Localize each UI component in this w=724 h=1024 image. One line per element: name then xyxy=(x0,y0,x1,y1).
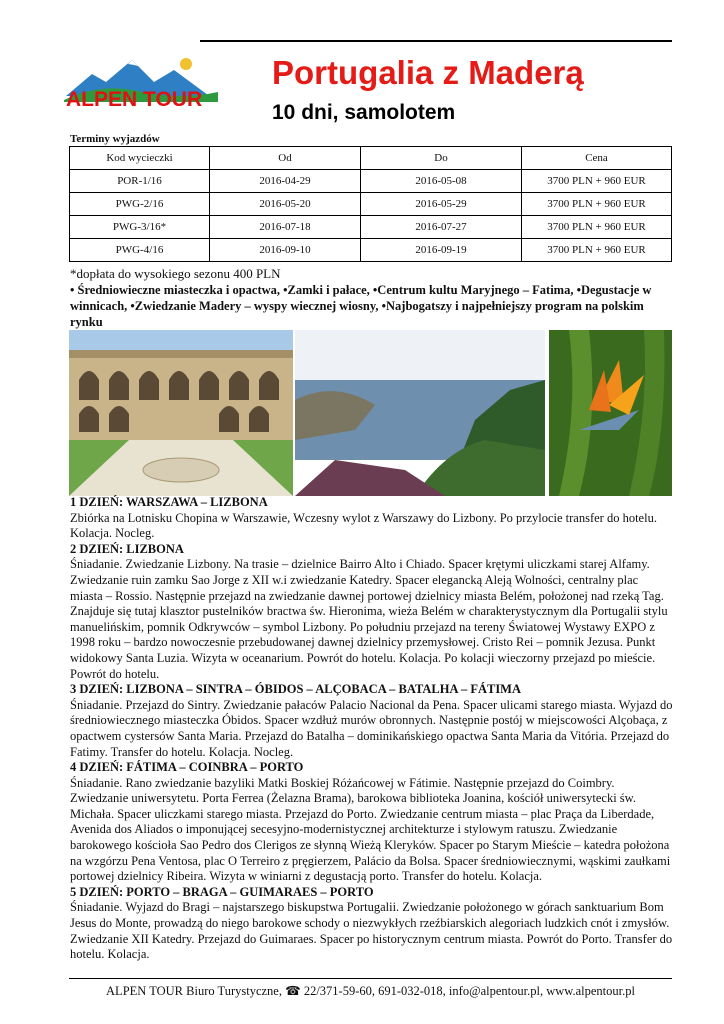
day-title: 1 DZIEŃ: WARSZAWA – LIZBONA xyxy=(70,495,268,509)
column-header-code: Kod wycieczki xyxy=(70,147,210,170)
table-header-row xyxy=(70,147,672,170)
cell-from: 2016-04-29 xyxy=(210,170,361,193)
table-row xyxy=(70,216,672,239)
cell-from: 2016-09-10 xyxy=(210,239,361,262)
cell-from: 2016-05-20 xyxy=(210,193,361,216)
monastery-cloister-photo xyxy=(69,330,293,496)
footer-contact: 22/371-59-60, 691-032-018, info@alpentour.pl, www.alpentour.pl xyxy=(303,984,635,998)
day-section xyxy=(70,682,673,760)
season-surcharge-note: *dopłata do wysokiego sezonu 400 PLN xyxy=(70,266,281,281)
footer-agency: ALPEN TOUR Biuro Turystyczne, xyxy=(106,984,282,998)
table-row xyxy=(70,239,672,262)
day-description: Śniadanie. Wyjazd do Bragi – najstarszego biskupstwa Portugalii. Zwiedzanie położonego w górach sanktuarium Bom Jesus do Monte, prowadzą do niego barokowe schody o niezwykłych rzeźbiarskich alegoriach ludzkich cnót i zmysłów. Zwiedzanie XII Katedry. Przejazd do Guimaraes. Spacer po historycznym centrum miasta. Powrót do Porto. Transfer do hotelu. Kolacja. xyxy=(70,900,673,962)
table-row xyxy=(70,193,672,216)
cell-code: PWG-3/16* xyxy=(70,216,210,239)
column-header-to: Do xyxy=(361,147,522,170)
logo-text: ALPEN TOUR xyxy=(66,88,203,111)
table-row xyxy=(70,170,672,193)
cell-to: 2016-05-29 xyxy=(361,193,522,216)
header-rule xyxy=(200,40,672,42)
column-header-from: Od xyxy=(210,147,361,170)
cell-price: 3700 PLN + 960 EUR xyxy=(522,239,672,262)
cell-price: 3700 PLN + 960 EUR xyxy=(522,193,672,216)
day-title: 3 DZIEŃ: LIZBONA – SINTRA – ÓBIDOS – ALÇOBACA – BATALHA – FÁTIMA xyxy=(70,682,522,697)
cell-to: 2016-05-08 xyxy=(361,170,522,193)
cell-code: PWG-4/16 xyxy=(70,239,210,262)
footer-rule xyxy=(69,978,672,979)
day-description: Śniadanie. Zwiedzanie Lizbony. Na trasie – dzielnice Bairro Alto i Chiado. Spacer krętymi uliczkami starej Alfamy. Zwiedzanie ruin zamku Sao Jorge z XII w.i zwiedzanie Katedry. Spacer elegancką Aleją Wolności, centralny plac miasta – Rossio. Następnie przejazd na zwiedzanie dawnej portowej dzielnicy miasta Belém, położonej nad rzeką Tag. Znajduje się tutaj klasztor pustelników bractwa św. Hieronima, wieża Belém w charakterystycznym dla Portugalii stylu manuelińskim, pomnik Odkrywców – symbol Lizbony. Po południu przejazd na tereny Światowej Wystawy EXPO z 1998 roku – bardzo nowoczesnie przebudowanej dawnej dzielnicy przemysłowej. Cristo Rei – pomnik Jezusa. Punkt widokowy Santa Luzia. Wizyta w oceanarium. Powrót do hotelu. Kolacja. Po kolacji wieczorny przejazd po mieście. Powrót do hotelu. xyxy=(70,557,668,681)
day-description: Śniadanie. Rano zwiedzanie bazyliki Matki Boskiej Różańcowej w Fátimie. Następnie przejazd do Coimbry. Zwiedzanie uniwersytetu. Porta Ferrea (Żelazna Brama), barokowa biblioteka Joanina, kościół uniwersytecki św. Michała. Spacer uliczkami starego miasta. Przejazd do Porto. Zwiedzanie centrum miasta – plac Praça da Liberdade, Avenida dos Aliados o imponującej secesyjno-modernistycznej architekturze i stylowym ratuszu. Zwiedzanie barokowego kościoła Sao Pedro dos Clerigos ze słynną Wieżą Kleryków. Spacer po Starym Mieście – katedra położona na wzgórzu Pena Ventosa, plac O Terreiro z pręgierzem, Palácio da Bolsa. Spacer średniowiecznymi, wąskimi zaułkami portowej dzielnicy Ribeira. Wizyta w winiarni z degustacją porto. Transfer do hotelu. Kolacja. xyxy=(70,775,671,884)
cell-price: 3700 PLN + 960 EUR xyxy=(522,170,672,193)
day-section xyxy=(70,760,673,885)
column-header-price: Cena xyxy=(522,147,672,170)
cell-from: 2016-07-18 xyxy=(210,216,361,239)
terms-label: Terminy wyjazdów xyxy=(70,133,160,145)
cell-code: PWG-2/16 xyxy=(70,193,210,216)
day-description: Zbiórka na Lotnisku Chopina w Warszawie, Wczesny wylot z Warszawy do Lizbony. Po przylocie transfer do hotelu. Kolacja. Nocleg. xyxy=(70,510,657,541)
day-title: 2 DZIEŃ: LIZBONA xyxy=(70,541,184,556)
cell-code: POR-1/16 xyxy=(70,170,210,193)
itinerary xyxy=(70,495,673,963)
day-section xyxy=(70,885,673,963)
photo-strip xyxy=(69,330,672,496)
cell-price: 3700 PLN + 960 EUR xyxy=(522,216,672,239)
day-title: 5 DZIEŃ: PORTO – BRAGA – GUIMARAES – PORTO xyxy=(70,884,374,899)
day-title: 4 DZIEŃ: FÁTIMA – COINBRA – PORTO xyxy=(70,760,304,775)
footer xyxy=(69,983,672,999)
phone-icon: ☎ xyxy=(285,984,301,998)
cell-to: 2016-09-19 xyxy=(361,239,522,262)
madeira-coast-photo xyxy=(295,330,545,496)
terms-table xyxy=(69,146,672,262)
bird-of-paradise-flower-photo xyxy=(549,330,672,496)
day-section xyxy=(70,495,673,542)
page-subtitle: 10 dni, samolotem xyxy=(272,101,456,124)
day-description: Śniadanie. Przejazd do Sintry. Zwiedzanie pałaców Palacio Nacional da Pena. Spacer ulicami starego miasta. Wyjazd do średniowiecznego miasteczka Óbidos. Spacer wzdłuż murów obronnych. Następnie postój w miejscowości Alçobaça, z opactwem cystersów Santa Maria. Przejazd do Batalha – dominikańskiego opactwa Santa Maria da Vitória. Przejazd do Fatimy. Transfer do hotelu. Kolacja. Nocleg. xyxy=(70,697,673,759)
page-title: Portugalia z Maderą xyxy=(272,54,584,91)
trip-highlights: • Średniowieczne miasteczka i opactwa, •Zamki i pałace, •Centrum kultu Maryjnego – Fatima, •Degustacje w winnicach, •Zwiedzanie Madery – wyspy wiecznej wiosny, •Najbogatszy i najpełniejszy program na polskim rynku xyxy=(70,283,652,329)
cell-to: 2016-07-27 xyxy=(361,216,522,239)
day-section xyxy=(70,542,673,682)
